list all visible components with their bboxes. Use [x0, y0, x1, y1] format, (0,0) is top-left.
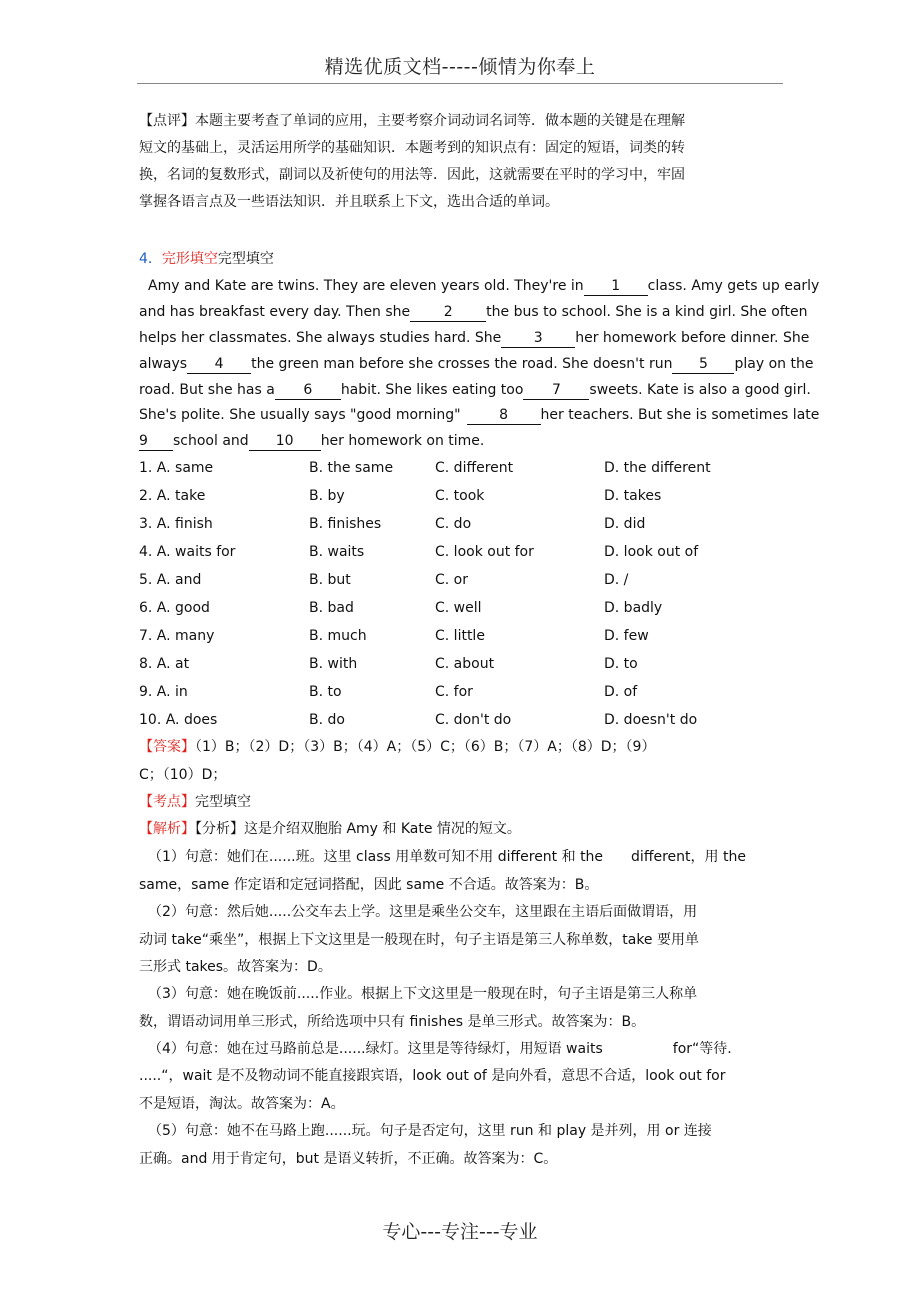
passage-text: habit. She likes eating too: [340, 382, 524, 398]
option-a: 5. A. and: [139, 572, 202, 588]
option-row-8: [139, 650, 783, 678]
analysis-line: 三形式 takes。故答案为：D。: [139, 959, 332, 975]
passage-line-4: [139, 350, 814, 378]
passage-text: and has breakfast every day. Then she: [139, 304, 411, 320]
analysis-line: .....“，wait 是不及物动词不能直接跟宾语，look out of 是向外看，意思不合适，look out for: [139, 1068, 726, 1084]
passage-text: class. Amy gets up early: [647, 278, 820, 294]
option-b: B. to: [309, 684, 342, 700]
passage-text: her homework on time.: [320, 433, 485, 449]
option-b: B. the same: [309, 460, 394, 476]
blank-5: 5: [672, 355, 734, 374]
analysis-line: （2）句意：然后她.....公交车去上学。这里是乘坐公交车，这里跟在主语后面做谓语，用: [148, 904, 698, 920]
answer-text: （1）B；（2）D；（3）B；（4）A；（5）C；（6）B；（7）A；（8）D；（9）: [195, 739, 656, 755]
analysis-line: （3）句意：她在晚饭前.....作业。根据上下文这里是一般现在时，句子主语是第三人称单: [148, 986, 698, 1002]
passage-text: Amy and Kate are twins. They are eleven years old. They're in: [148, 278, 584, 294]
option-row-3: [139, 510, 783, 538]
option-b: B. much: [309, 628, 367, 644]
option-b: B. do: [309, 712, 345, 728]
option-row-4: [139, 538, 783, 566]
option-c: C. little: [435, 628, 485, 644]
passage-line-2: [139, 298, 808, 326]
option-a: 10. A. does: [139, 712, 218, 728]
passage-text: sweets. Kate is also a good girl.: [589, 382, 811, 398]
analysis-intro: 【分析】这是介绍双胞胎 Amy 和 Kate 情况的短文。: [195, 821, 521, 837]
option-d: D. look out of: [604, 544, 699, 560]
page-footer: 专心---专注---专业: [382, 1221, 538, 1243]
option-a: 7. A. many: [139, 628, 215, 644]
option-row-6: [139, 594, 783, 622]
analysis-line: 动词 take“乘坐”，根据上下文这里是一般现在时，句子主语是第三人称单数，take 要用单: [139, 932, 699, 948]
option-row-5: [139, 566, 783, 594]
analysis-line: 正确。and 用于肯定句，but 是语义转折，不正确。故答案为：C。: [139, 1151, 558, 1167]
blank-8: 8: [467, 406, 541, 425]
analysis-line: （1）句意：她们在......班。这里 class 用单数可知不用 different 和 the different，用 the: [148, 849, 746, 865]
option-b: B. bad: [309, 600, 354, 616]
question-type-red: 完形填空: [161, 251, 218, 267]
option-b: B. finishes: [309, 516, 382, 532]
analysis-line: （5）句意：她不在马路上跑......玩。句子是否定句，这里 run 和 play 是并列，用 or 连接: [148, 1123, 712, 1139]
passage-text: the bus to school. She is a kind girl. She often: [486, 304, 808, 320]
option-c: C. for: [435, 684, 473, 700]
question-heading: [139, 245, 783, 273]
passage-text: her homework before dinner. She: [575, 330, 810, 346]
comment-line-2: 短文的基础上，灵活运用所学的基础知识．本题考到的知识点有：固定的短语，词类的转: [139, 140, 685, 156]
passage-line-6: [139, 401, 820, 429]
answer-text: C；（10）D；: [139, 767, 227, 783]
blank-2: 2: [410, 303, 486, 322]
comment-paragraph: [139, 108, 783, 216]
option-d: D. to: [604, 656, 638, 672]
option-a: 6. A. good: [139, 600, 210, 616]
option-row-7: [139, 622, 783, 650]
option-d: D. badly: [604, 600, 663, 616]
analysis-tag: 【解析】: [139, 821, 195, 837]
option-d: D. doesn't do: [604, 712, 698, 728]
comment-section: [139, 108, 783, 216]
option-c: C. took: [435, 488, 485, 504]
passage-text: school and: [173, 433, 249, 449]
option-c: C. look out for: [435, 544, 534, 560]
option-b: B. waits: [309, 544, 365, 560]
option-d: D. the different: [604, 460, 711, 476]
analysis-line: 不是短语，淘汰。故答案为：A。: [139, 1096, 345, 1112]
passage-text: She's polite. She usually says "good morning": [139, 407, 461, 423]
option-a: 1. A. same: [139, 460, 214, 476]
header-divider: [137, 83, 783, 84]
option-d: D. of: [604, 684, 638, 700]
blank-3: 3: [501, 329, 575, 348]
answer-line-2: [139, 761, 783, 789]
blank-10: 10: [249, 432, 321, 451]
option-row-9: [139, 678, 783, 706]
analysis-intro-line: [139, 815, 783, 843]
option-d: D. takes: [604, 488, 662, 504]
option-d: D. few: [604, 628, 649, 644]
option-c: C. don't do: [435, 712, 512, 728]
question-number: 4．: [139, 251, 162, 267]
page-header: 精选优质文档-----倾情为你奉上: [324, 56, 596, 78]
option-d: D. /: [604, 572, 629, 588]
option-row-2: [139, 482, 783, 510]
passage-text: play on the: [734, 356, 814, 372]
option-row-1: [139, 454, 783, 482]
question-type: 完型填空: [217, 251, 274, 267]
option-b: B. by: [309, 488, 345, 504]
passage-text: always: [139, 356, 188, 372]
option-c: C. or: [435, 572, 468, 588]
comment-line-4: 掌握各语言点及一些语法知识．并且联系上下文，选出合适的单词。: [139, 194, 559, 210]
option-c: C. well: [435, 600, 482, 616]
analysis-line: （4）句意：她在过马路前总是......绿灯。这里是等待绿灯，用短语 waits for“等待.: [148, 1041, 732, 1057]
blank-6: 6: [275, 381, 341, 400]
option-b: B. but: [309, 572, 351, 588]
option-c: C. different: [435, 460, 514, 476]
comment-line-3: 换，名词的复数形式，副词以及祈使句的用法等．因此，这就需要在平时的学习中，牢固: [139, 167, 685, 183]
comment-line-1: 本题主要考查了单词的应用，主要考察介词动词名词等．做本题的关键是在理解: [195, 113, 685, 129]
option-c: C. about: [435, 656, 495, 672]
analysis-line: 数，谓语动词用单三形式，所给选项中只有 finishes 是单三形式。故答案为：B。: [139, 1014, 646, 1030]
blank-9: 9: [139, 432, 173, 451]
analysis-line: same，same 作定语和定冠词搭配，因此 same 不合适。故答案为：B。: [139, 877, 599, 893]
passage-line-5: [139, 376, 811, 404]
passage-line-7: [139, 427, 783, 455]
blank-7: 7: [523, 381, 589, 400]
passage-text: helps her classmates. She always studies hard. She: [139, 330, 502, 346]
blank-4: 4: [187, 355, 251, 374]
option-a: 9. A. in: [139, 684, 188, 700]
option-c: C. do: [435, 516, 472, 532]
answer-tag: 【答案】: [139, 739, 195, 755]
point-line: [139, 788, 783, 816]
point-tag: 【考点】: [139, 794, 195, 810]
passage-text: road. But she has a: [139, 382, 275, 398]
option-a: 3. A. finish: [139, 516, 213, 532]
option-b: B. with: [309, 656, 358, 672]
answer-line-1: [139, 733, 783, 761]
point-text: 完型填空: [195, 794, 251, 810]
passage-text: the green man before she crosses the road. She doesn't run: [251, 356, 673, 372]
option-a: 4. A. waits for: [139, 544, 236, 560]
comment-tag: 【点评】: [139, 113, 195, 129]
option-row-10: [139, 706, 783, 734]
passage-line-1: [139, 272, 820, 300]
passage-line-3: [139, 324, 810, 352]
blank-1: 1: [584, 277, 648, 296]
option-d: D. did: [604, 516, 646, 532]
option-a: 8. A. at: [139, 656, 190, 672]
passage-text: her teachers. But she is sometimes late: [540, 407, 820, 423]
option-a: 2. A. take: [139, 488, 206, 504]
